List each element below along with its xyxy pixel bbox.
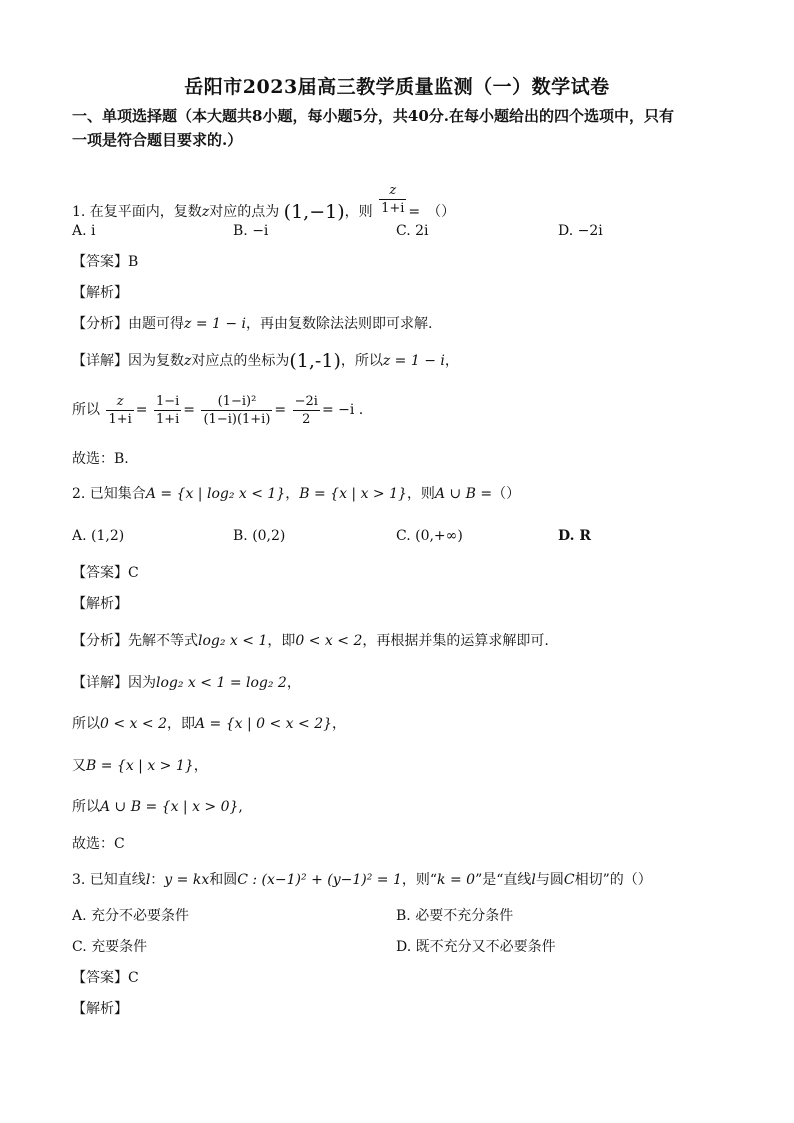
q1-comp-frac-1: [106, 393, 133, 428]
q1-fenxi-math: z = 1 − i: [184, 316, 247, 332]
q2-set-b: B = {x | x > 1}: [299, 486, 407, 502]
q1-stem: [72, 182, 455, 222]
q2-fenxi-text: 先解不等式: [128, 633, 198, 649]
q2-option-b: B. (0,2): [233, 528, 286, 544]
q2-answer-tag: 【答案】: [72, 565, 128, 581]
q2-xiangjie-tag: 【详解】: [72, 675, 128, 691]
q1-xiangjie-tag: 【详解】: [72, 353, 128, 369]
q1-xj-text-2: 对应点的坐标为: [191, 353, 290, 369]
q3-option-a: A. 充分不必要条件: [72, 908, 190, 924]
q2-xj-text: 因为: [128, 675, 156, 691]
q3-colon: ：: [150, 872, 165, 888]
q2-l2-text: 所以: [72, 716, 100, 732]
q3-var-l: l: [145, 872, 151, 888]
q1-xj-point: (1,-1): [289, 350, 341, 372]
q1-comp-frac-3: [201, 393, 272, 428]
q1-xj-end: ，: [444, 353, 459, 369]
q1-stem-text: 1. 在复平面内，复数: [72, 204, 202, 220]
q1-guxuan: 故选：B.: [72, 451, 129, 467]
q3-stem-text-3: ，则“: [401, 872, 438, 888]
q3-answer: [72, 968, 139, 988]
q3-var-c: C: [563, 872, 575, 888]
q2-guxuan: 故选：C: [72, 836, 125, 852]
q2-fenxi: [72, 631, 549, 651]
q2-line4: [72, 797, 243, 817]
q1-xiangjie: [72, 351, 459, 371]
q1-comp-frac-2-den: 1+i: [155, 411, 180, 427]
q2-stem: [72, 484, 520, 504]
q1-stem-text-3: ，则: [344, 204, 373, 220]
q3-option-c: C. 充要条件: [72, 939, 148, 955]
q3-jiexi: 【解析】: [72, 1001, 128, 1017]
q1-option-d: D. −2i: [558, 223, 603, 239]
q3-stem-text: 3. 已知直线: [72, 872, 146, 888]
q3-stem: [72, 870, 652, 890]
q1-comp-frac-1-den: 1+i: [108, 411, 132, 427]
q3-answer-value: C: [128, 970, 139, 986]
q1-var-z: z: [201, 204, 210, 220]
q2-option-a: A. (1,2): [72, 528, 125, 544]
q1-frac-num: z: [379, 182, 406, 200]
q2-jiexi: 【解析】: [72, 596, 128, 612]
q2-l4-end: ,: [238, 799, 243, 815]
q2-l2-text-2: ，即: [166, 716, 195, 732]
q3-stem-text-4: ”是“直线: [475, 872, 532, 888]
q1-option-a: A. i: [72, 223, 96, 239]
page-title: 岳阳市2023届高三教学质量监测（一）数学试卷: [184, 76, 610, 98]
q1-fenxi: [72, 314, 432, 334]
section-heading-line1: 一、单项选择题（本大题共8小题，每小题5分，共40分.在每小题给出的四个选项中，只有: [72, 107, 674, 125]
q2-set-a: A = {x | log₂ x < 1}: [145, 486, 286, 502]
q1-option-b: B. −i: [233, 223, 269, 239]
q2-l4-math: A ∪ B = {x | x > 0}: [100, 799, 239, 815]
q1-comp-frac-4-den: 2: [302, 411, 311, 427]
q2-fenxi-math-2: 0 < x < 2: [295, 633, 363, 649]
q1-computation: 所以 $\frac{z}{1+i}$ = $\frac{1-i}{1+i}$ = $\frac{\text{(1−i)²}}{(1-i)(1+i)}$ = $\frac{-2i}{2}$ = −i .: [72, 393, 364, 427]
q1-xj-var-z: z: [184, 353, 192, 369]
q2-xj-math: log₂ x < 1 = log₂ 2: [156, 675, 287, 691]
q3-stem-end: 相切”的（）: [574, 872, 652, 888]
q2-fenxi-text-2: ，即: [267, 633, 296, 649]
q1-xj-text: 因为复数: [128, 353, 184, 369]
q1-comp-frac-1-num: z: [106, 393, 133, 411]
q2-answer-value: C: [128, 565, 139, 581]
q2-l2-math-2: A = {x | 0 < x < 2}: [194, 716, 333, 732]
q1-stem-text-2: 对应的点为: [209, 204, 280, 220]
q3-line-eq: y = kx: [164, 872, 210, 888]
q1-comp-frac-3-num: (1−i)²: [201, 393, 272, 411]
q2-fenxi-tag: 【分析】: [72, 633, 128, 649]
q1-comp-frac-2-num: 1−i: [155, 393, 180, 409]
q2-fenxi-math-1: log₂ x < 1: [198, 633, 268, 649]
q1-comp-frac-4: [293, 393, 320, 428]
q2-paren: （）: [492, 486, 521, 502]
q3-stem-text-5: 与圆: [535, 872, 564, 888]
q2-option-d: D. R: [558, 528, 592, 544]
q2-option-c: C. (0,+∞): [396, 528, 463, 544]
q1-comp-end: = −i .: [321, 402, 364, 418]
q2-union: A ∪ B =: [434, 486, 493, 502]
q1-answer: [72, 252, 138, 272]
q1-point: (1,−1): [283, 201, 345, 223]
q2-line2: [72, 714, 346, 734]
section-heading-line2: 一项是符合题目要求的.）: [72, 131, 243, 149]
q3-circle-eq: C : (x−1)² + (y−1)² = 1: [237, 872, 402, 888]
q2-stem-text: 2. 已知集合: [72, 486, 146, 502]
q2-xiangjie: [72, 673, 301, 693]
q1-fenxi-tag: 【分析】: [72, 316, 128, 332]
q1-frac-den: 1+i: [381, 201, 405, 216]
q1-xj-math: z = 1 − i: [382, 353, 445, 369]
q2-l4-text: 所以: [72, 799, 100, 815]
q2-l3-math: B = {x | x > 1}: [86, 758, 194, 774]
q1-suoyi: 所以: [72, 402, 100, 418]
q2-l2-end: ，: [332, 716, 347, 732]
q3-k-zero: k = 0: [437, 872, 476, 888]
q2-stem-text-2: ，则: [406, 486, 435, 502]
q2-line3: [72, 756, 208, 776]
q1-xj-text-3: ，所以: [340, 353, 383, 369]
q1-answer-value: B: [128, 254, 139, 270]
q2-fenxi-text-3: ，再根据并集的运算求解即可.: [362, 633, 549, 649]
q1-comp-frac-3-den: (1−i)(1+i): [203, 411, 271, 427]
q2-answer: [72, 563, 139, 583]
q1-option-c: C. 2i: [396, 223, 429, 239]
q3-option-b: B. 必要不充分条件: [396, 908, 514, 924]
q2-comma: ，: [285, 486, 300, 502]
q1-answer-tag: 【答案】: [72, 254, 128, 270]
q2-l3-end: ，: [193, 758, 208, 774]
q1-comp-frac-2: [154, 393, 181, 428]
q2-l3-text: 又: [72, 758, 86, 774]
q1-jiexi: 【解析】: [72, 285, 128, 301]
q1-fenxi-text-2: ，再由复数除法法则即可求解.: [246, 316, 433, 332]
q3-option-d: D. 既不充分又不必要条件: [396, 939, 556, 955]
q1-stem-end: = （）: [408, 204, 456, 220]
q1-fenxi-text: 由题可得: [128, 316, 184, 332]
q3-var-l-2: l: [531, 872, 536, 888]
q1-comp-frac-4-num: −2i: [294, 393, 318, 409]
q1-fraction: [379, 182, 406, 217]
q2-xj-end: ，: [286, 675, 301, 691]
q3-answer-tag: 【答案】: [72, 970, 128, 986]
q3-stem-text-2: 和圆: [209, 872, 238, 888]
q2-l2-math-1: 0 < x < 2: [100, 716, 167, 732]
